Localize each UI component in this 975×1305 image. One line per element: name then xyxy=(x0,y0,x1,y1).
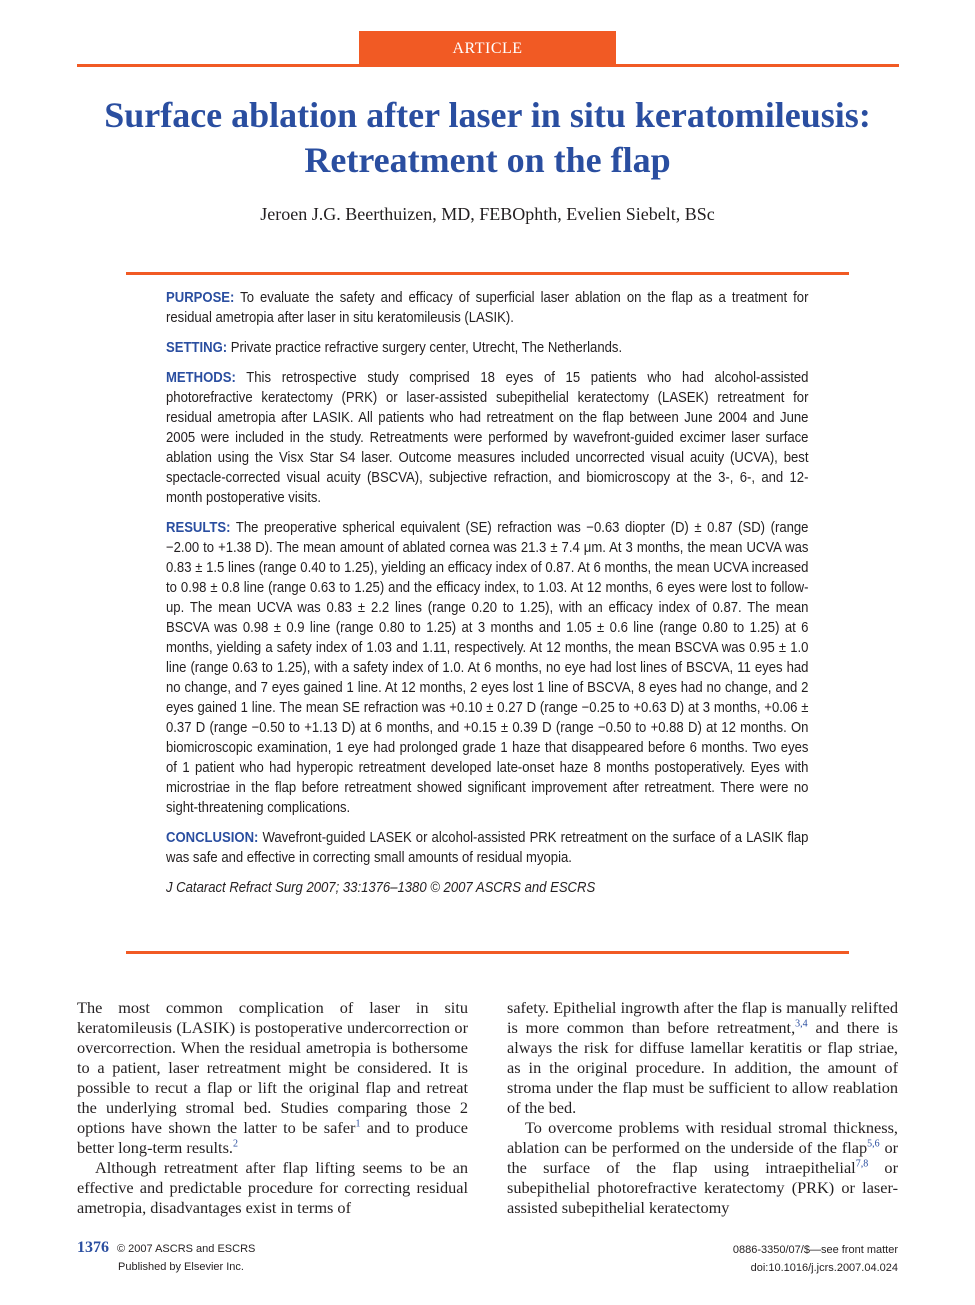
abstract xyxy=(166,288,808,908)
reference-link[interactable]: 2 xyxy=(232,1138,238,1150)
reference-link[interactable]: 5,6 xyxy=(867,1138,880,1150)
body-paragraph xyxy=(507,1118,898,1218)
body-text: or subepithelial photorefractive keratectomy (PRK) or laser-assisted subepithelial keratectomy xyxy=(507,1158,898,1217)
purpose-text: To evaluate the safety and efficacy of superficial laser ablation on the flap as a treatment for residual ametropia after laser in situ keratomileusis (LASIK). xyxy=(166,290,809,326)
purpose-heading: PURPOSE: xyxy=(166,290,235,306)
reference-link[interactable]: 7,8 xyxy=(855,1158,869,1170)
abstract-bottom-rule xyxy=(126,951,849,954)
footer-doi[interactable]: doi:10.1016/j.jcrs.2007.04.024 xyxy=(750,1262,898,1274)
abstract-conclusion xyxy=(166,828,808,868)
body-text: safety. Epithelial ingrowth after the flap is manually relifted is more common than before retreatment, xyxy=(507,998,898,1037)
conclusion-text: Wavefront-guided LASEK or alcohol-assisted PRK retreatment on the surface of a LASIK flap was safe and effective in correcting small amounts of residual myopia. xyxy=(166,830,809,866)
body-text: or the surface of the flap using intraepithelial xyxy=(507,1138,899,1177)
page-number: 1376 xyxy=(77,1239,109,1256)
methods-text: This retrospective study comprised 18 eyes of 15 patients who had alcohol-assisted photorefractive keratectomy (PRK) or laser-assisted subepithelial keratectomy (LASEK) retreatment for residual ametropia after LASIK. All patients who had retreatment on the flap between June 2004 and June 2005 were included in the study. Retreatments were performed by wavefront-guided excimer laser surface ablation using the Visx Star S4 laser. Outcome measures included uncorrected visual acuity (UCVA), best spectacle-corrected visual acuity (BSCVA), subjective refraction, and biomicroscopy at the 3-, 6-, and 12-month postoperative visits. xyxy=(166,370,809,506)
abstract-purpose xyxy=(166,288,808,328)
setting-text: Private practice refractive surgery center, Utrecht, The Netherlands. xyxy=(230,340,623,356)
results-heading: RESULTS: xyxy=(166,520,231,536)
footer-publisher: Published by Elsevier Inc. xyxy=(118,1261,244,1273)
abstract-results xyxy=(166,518,808,818)
footer-left xyxy=(77,1239,255,1276)
author-list: Jeroen J.G. Beerthuizen, MD, FEBOphth, Evelien Siebelt, BSc xyxy=(260,204,715,224)
body-paragraph xyxy=(77,998,468,1158)
body-column-right xyxy=(507,998,898,1218)
body-column-left xyxy=(77,998,468,1218)
abstract-top-rule xyxy=(126,272,849,275)
section-label: ARTICLE xyxy=(359,31,616,66)
body-text: and there is always the risk for diffuse lamellar keratitis or flap striae, as in the original procedure. In addition, the amount of stroma under the flap must be sufficient to allow reablation of the bed. xyxy=(507,1018,898,1117)
title-line-2: Retreatment on the flap xyxy=(304,140,671,180)
abstract-setting xyxy=(166,338,808,358)
results-text: The preoperative spherical equivalent (SE) refraction was −0.63 diopter (D) ± 0.87 (SD) (range −2.00 to +1.38 D). The mean amount of ablated cornea was 21.3 ± 7.4 μm. At 3 months, the mean UCVA was 0.83 ± 1.5 lines (range 0.40 to 1.25), yielding an efficacy index of 0.87. At 6 months, the mean UCVA increased to 0.98 ± 0.8 line (range 0.63 to 1.25) and the efficacy index, to 1.03. At 12 months, 6 eyes were lost to follow-up. The mean UCVA was 0.83 ± 2.2 lines (range 0.20 to 1.25), with an efficacy index of 0.87. The mean BSCVA was 0.98 ± 0.9 line (range 0.80 to 1.25) at 3 months and 1.05 ± 0.6 line (range 0.80 to 1.25) at 6 months, yielding a safety index of 1.03 and 1.11, respectively. At 12 months, the mean BSCVA was 0.95 ± 1.0 line (range 0.63 to 1.25), with a safety index of 1.0. At 6 months, no eye had lost lines of BSCVA, 11 eyes had no change, and 7 eyes gained 1 line. At 12 months, 2 eyes lost 1 line of BSCVA, 8 eyes had no change, and 2 eyes gained 1 line. The mean SE refraction was +0.10 ± 0.27 D (range −0.25 to +0.63 D) at 3 months, +0.06 ± 0.37 D (range −0.50 to +1.13 D) at 6 months, and +0.15 ± 0.39 D (range −0.50 to +0.88 D) at 12 months. On biomicroscopic examination, 1 eye had prolonged grade 1 haze that disappeared before 6 months. Two eyes of 1 patient who had hyperopic retreatment developed late-onset haze 8 months postoperatively. Eyes with microstriae in the flap before retreatment showed significant improvement after retreatment. There were no sight-threatening complications. xyxy=(166,520,809,816)
body-text: To overcome problems with residual stromal thickness, ablation can be performed on the underside of the flap xyxy=(507,1118,898,1157)
abstract-methods xyxy=(166,368,808,508)
reference-link[interactable]: 1 xyxy=(355,1118,361,1130)
body-paragraph xyxy=(507,998,898,1118)
footer-copyright: © 2007 ASCRS and ESCRS xyxy=(117,1243,256,1255)
conclusion-heading: CONCLUSION: xyxy=(166,830,259,846)
reference-link[interactable]: 3,4 xyxy=(795,1018,808,1030)
footer-issn: 0886-3350/07/$—see front matter xyxy=(732,1244,898,1256)
setting-heading: SETTING: xyxy=(166,340,228,356)
title-line-1: Surface ablation after laser in situ keratomileusis: xyxy=(104,95,871,135)
methods-heading: METHODS: xyxy=(166,370,236,386)
footer-copyright-line xyxy=(77,1239,255,1258)
footer-right xyxy=(733,1239,898,1277)
journal-citation: J Cataract Refract Surg 2007; 33:1376–1380 © 2007 ASCRS and ESCRS xyxy=(166,880,596,896)
body-paragraph: Although retreatment after flap lifting seems to be an effective and predictable procedure for correcting residual ametropia, disadvantages exist in terms of xyxy=(77,1158,468,1217)
body-text: and to produce better long-term results. xyxy=(77,1118,469,1157)
header-rule xyxy=(77,64,899,67)
article-title xyxy=(40,93,935,183)
body-text: The most common complication of laser in situ keratomileusis (LASIK) is postoperative undercorrection or overcorrection. When the residual ametropia is bothersome to a patient, laser retreatment might be considered. It is possible to recut a flap or lift the original flap and retreat the underlying stromal bed. Studies comparing those 2 options have shown the latter to be safer xyxy=(77,998,468,1137)
